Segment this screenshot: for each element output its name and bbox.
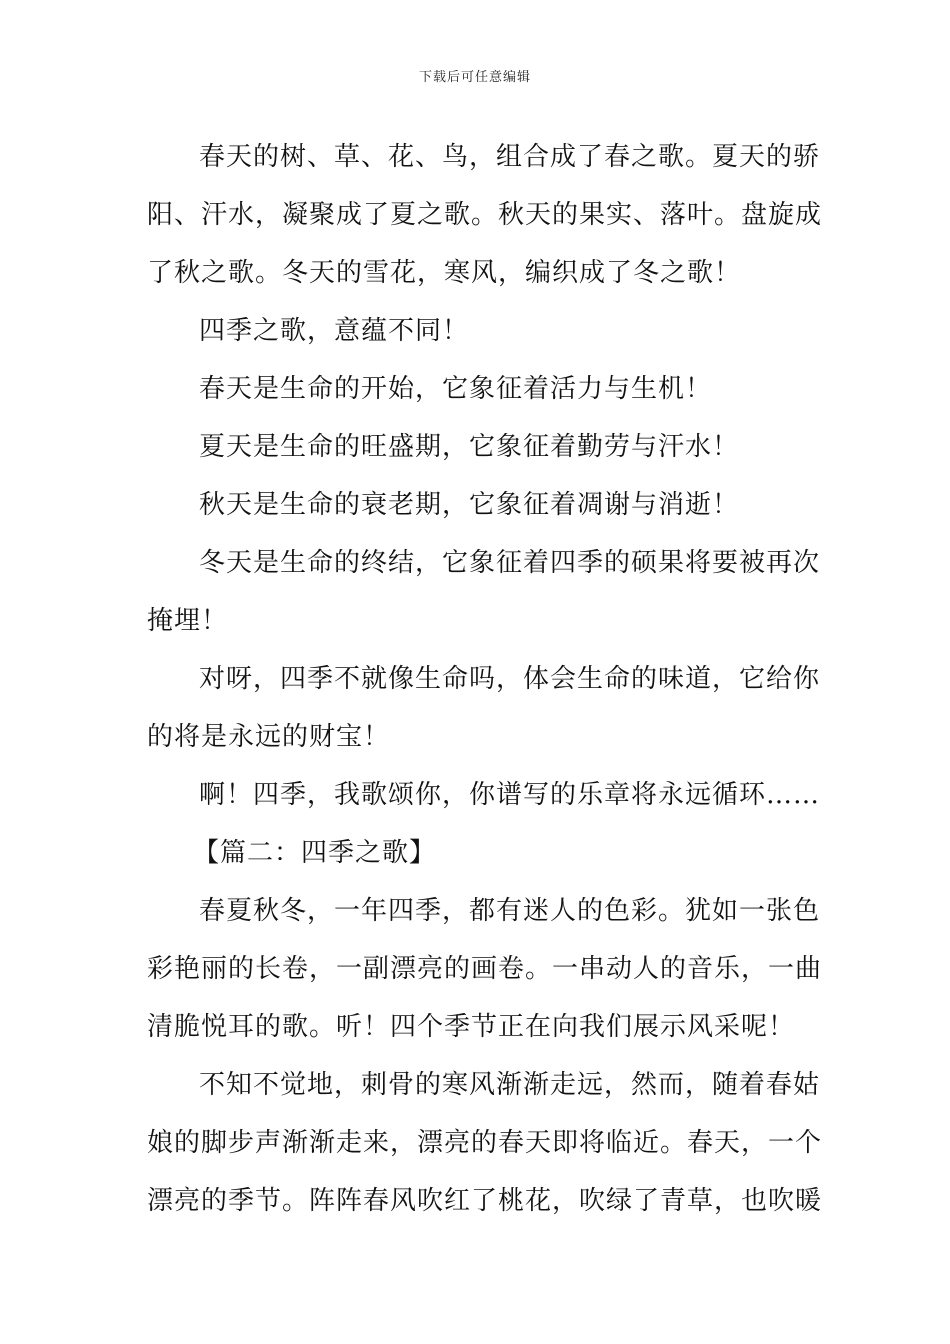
text-line: 春天的树、草、花、鸟，组合成了春之歌。夏天的骄 [199, 142, 821, 172]
text-line: 不知不觉地，刺骨的寒风渐渐走远，然而，随着春姑 [199, 1070, 821, 1100]
text-line: 对呀，四季不就像生命吗，体会生命的味道，它给你 [199, 664, 821, 694]
text-line: 阳、汗水，凝聚成了夏之歌。秋天的果实、落叶。盘旋成 [147, 200, 823, 230]
text-line: 了秋之歌。冬天的雪花，寒风，编织成了冬之歌！ [147, 258, 742, 288]
document-body [147, 128, 823, 1230]
text-line: 四季之歌，意蕴不同！ [199, 316, 470, 346]
text-line: 夏天是生命的旺盛期，它象征着勤劳与汗水！ [199, 432, 740, 462]
page-header: 下载后可任意编辑 [418, 70, 531, 85]
text-line: 的将是永远的财宝！ [147, 722, 391, 752]
text-line: 掩埋！ [147, 606, 229, 636]
text-line: 清脆悦耳的歌。听！四个季节正在向我们展示风采呢！ [147, 1012, 796, 1042]
text-line: 漂亮的季节。阵阵春风吹红了桃花，吹绿了青草，也吹暖 [147, 1186, 823, 1216]
text-line: 彩艳丽的长卷，一副漂亮的画卷。一串动人的音乐，一曲 [147, 954, 823, 984]
text-line: 啊！四季，我歌颂你，你谱写的乐章将永远循环…… [199, 780, 821, 810]
text-line: 秋天是生命的衰老期，它象征着凋谢与消逝！ [199, 490, 740, 520]
text-line: 娘的脚步声渐渐走来，漂亮的春天即将临近。春天，一个 [147, 1128, 823, 1158]
text-line: 春天是生命的开始，它象征着活力与生机！ [199, 374, 713, 404]
section-heading: 【篇二：四季之歌】 [193, 838, 437, 868]
text-line: 冬天是生命的终结，它象征着四季的硕果将要被再次 [199, 548, 821, 578]
text-line: 春夏秋冬，一年四季，都有迷人的色彩。犹如一张色 [199, 896, 821, 926]
